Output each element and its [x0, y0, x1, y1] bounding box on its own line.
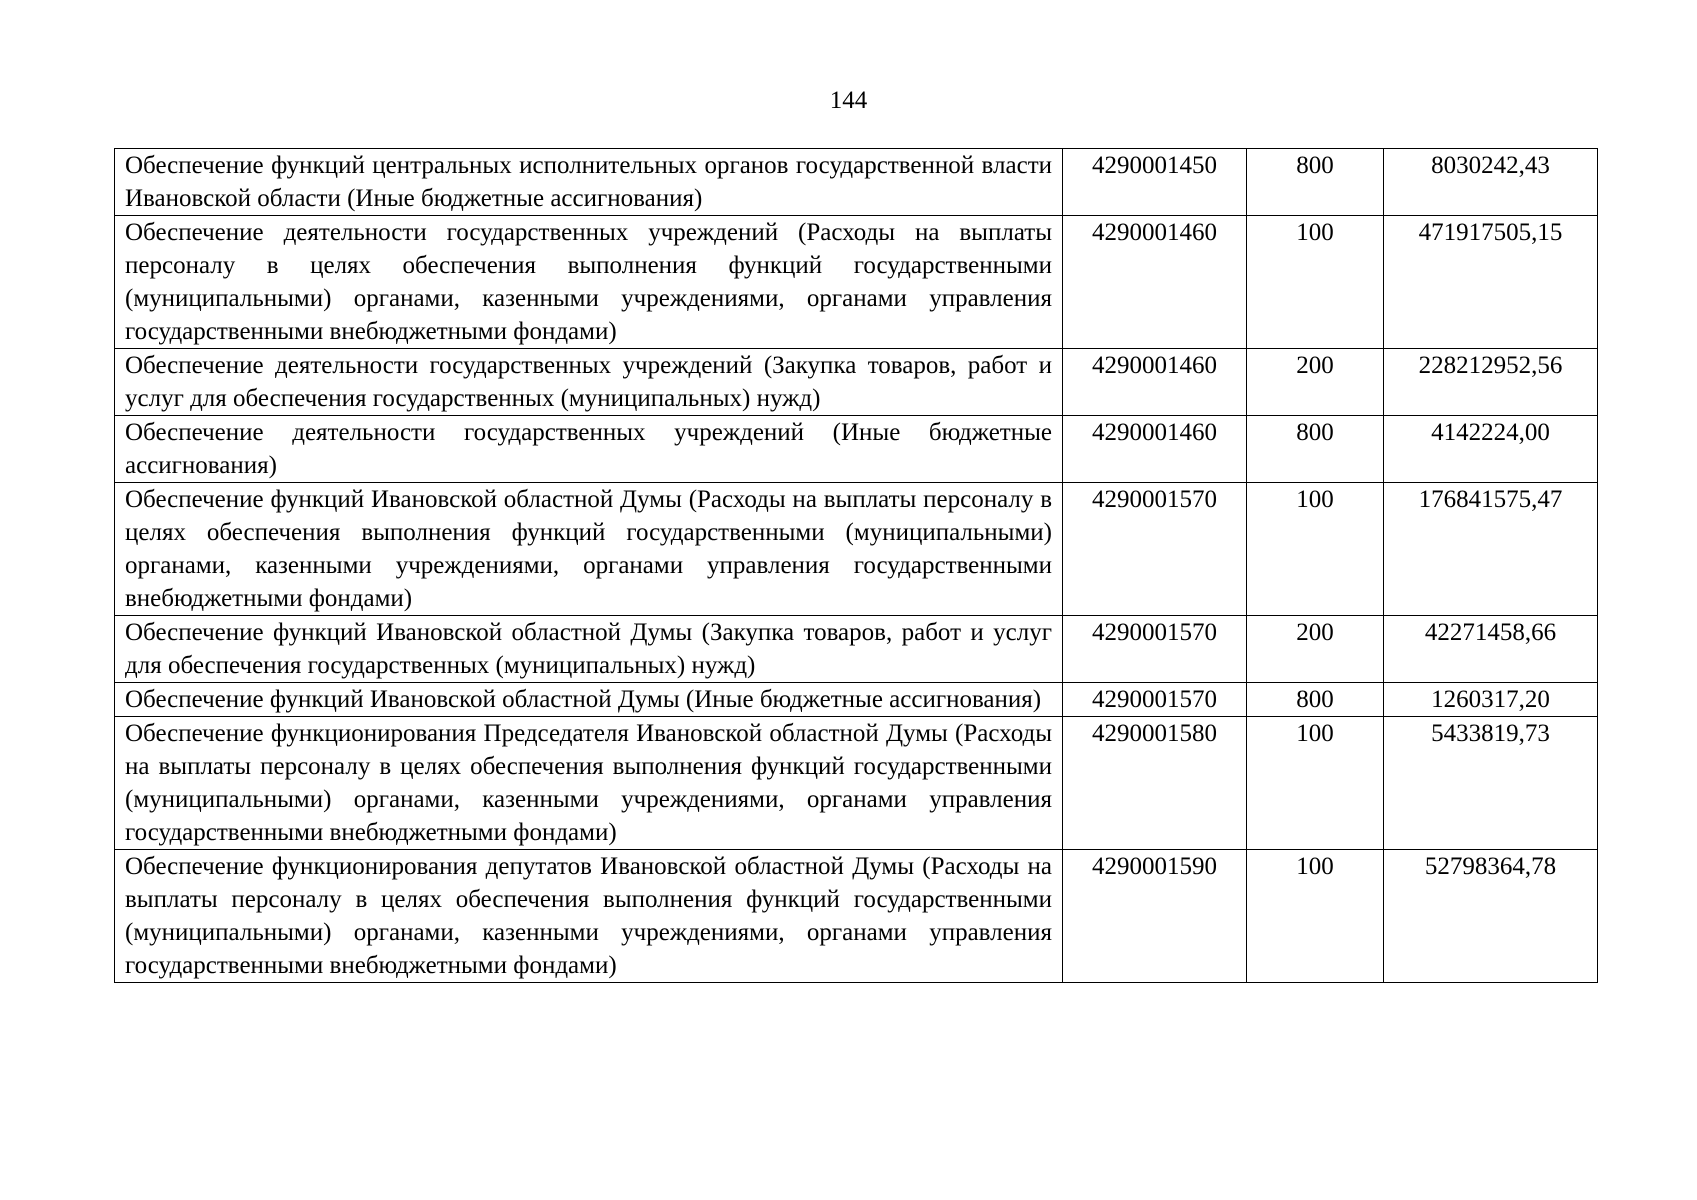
page-number: 144	[829, 87, 868, 114]
row-code: 4290001570	[1063, 483, 1247, 616]
row-expense-type: 800	[1247, 683, 1384, 717]
table-row	[115, 683, 1598, 717]
row-description: Обеспечение функций Ивановской областной Думы (Закупка товаров, работ и услуг для обеспечения государственных (муниципальных) нужд)	[115, 616, 1063, 683]
row-amount: 176841575,47	[1384, 483, 1598, 616]
row-amount: 52798364,78	[1384, 850, 1598, 983]
row-description: Обеспечение деятельности государственных учреждений (Иные бюджетные ассигнования)	[115, 416, 1063, 483]
table-row	[115, 216, 1598, 349]
row-expense-type: 100	[1247, 483, 1384, 616]
row-amount: 471917505,15	[1384, 216, 1598, 349]
row-expense-type: 100	[1247, 216, 1384, 349]
row-description: Обеспечение функций Ивановской областной Думы (Иные бюджетные ассигнования)	[115, 683, 1063, 717]
table-row	[115, 416, 1598, 483]
row-expense-type: 100	[1247, 717, 1384, 850]
row-code: 4290001450	[1063, 149, 1247, 216]
row-expense-type: 200	[1247, 616, 1384, 683]
budget-table	[114, 148, 1598, 983]
row-code: 4290001570	[1063, 616, 1247, 683]
row-amount: 1260317,20	[1384, 683, 1598, 717]
row-expense-type: 800	[1247, 149, 1384, 216]
row-description: Обеспечение функций центральных исполнительных органов государственной власти Ивановской области (Иные бюджетные ассигнования)	[115, 149, 1063, 216]
row-code: 4290001460	[1063, 349, 1247, 416]
row-amount: 42271458,66	[1384, 616, 1598, 683]
row-description: Обеспечение функционирования депутатов Ивановской областной Думы (Расходы на выплаты персоналу в целях обеспечения выполнения функций государственными (муниципальными) органами, казенными учреждениями, органами управления государственными внебюджетными фондами)	[115, 850, 1063, 983]
row-description: Обеспечение функционирования Председателя Ивановской областной Думы (Расходы на выплаты персоналу в целях обеспечения выполнения функций государственными (муниципальными) органами, казенными учреждениями, органами управления государственными внебюджетными фондами)	[115, 717, 1063, 850]
table-row	[115, 616, 1598, 683]
row-expense-type: 800	[1247, 416, 1384, 483]
row-code: 4290001460	[1063, 216, 1247, 349]
row-code: 4290001460	[1063, 416, 1247, 483]
table-row	[115, 349, 1598, 416]
row-description: Обеспечение функций Ивановской областной Думы (Расходы на выплаты персоналу в целях обеспечения выполнения функций государственными (муниципальными) органами, казенными учреждениями, органами управления государственными внебюджетными фондами)	[115, 483, 1063, 616]
row-description: Обеспечение деятельности государственных учреждений (Закупка товаров, работ и услуг для обеспечения государственных (муниципальных) нужд)	[115, 349, 1063, 416]
row-description: Обеспечение деятельности государственных учреждений (Расходы на выплаты персоналу в целях обеспечения выполнения функций государственными (муниципальными) органами, казенными учреждениями, органами управления государственными внебюджетными фондами)	[115, 216, 1063, 349]
table-row	[115, 483, 1598, 616]
row-expense-type: 200	[1247, 349, 1384, 416]
row-code: 4290001570	[1063, 683, 1247, 717]
row-code: 4290001580	[1063, 717, 1247, 850]
row-code: 4290001590	[1063, 850, 1247, 983]
table-row	[115, 717, 1598, 850]
row-amount: 5433819,73	[1384, 717, 1598, 850]
table-row	[115, 149, 1598, 216]
row-amount: 8030242,43	[1384, 149, 1598, 216]
row-amount: 4142224,00	[1384, 416, 1598, 483]
table-row	[115, 850, 1598, 983]
row-amount: 228212952,56	[1384, 349, 1598, 416]
row-expense-type: 100	[1247, 850, 1384, 983]
